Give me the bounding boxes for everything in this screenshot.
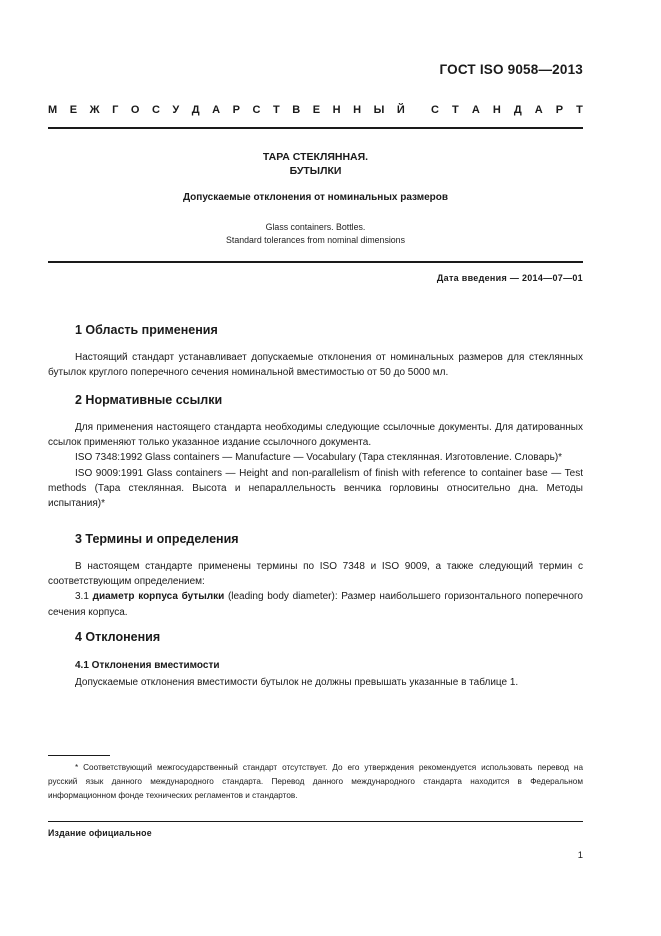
banner-letter: Й [396,104,405,116]
footnote-separator [48,755,110,756]
section-1-paragraph: Настоящий стандарт устанавливает допускаемые отклонения от номинальных размеров для стеклянных бутылок круглого поперечного сечения номинальной вместимостью от 50 до 5000 мл. [48,352,583,379]
banner-word-standard [431,104,583,116]
section-1-heading: 1 Область применения [75,323,218,337]
section-1-body [48,350,583,380]
banner-letter: С [151,104,160,116]
term-definition-text: (leading body diameter): Размер наибольшего горизонтального поперечного сечения корпуса. [48,591,583,618]
footer-rule [48,821,583,822]
english-title-line-1: Glass containers. Bottles. [265,222,366,232]
section-2-heading: 2 Нормативные ссылки [75,393,223,407]
section-4-heading: 4 Отклонения [75,630,161,644]
english-title-line-2: Standard tolerances from nominal dimensions [226,234,405,245]
title-line-2: БУТЫЛКИ [289,165,342,177]
section-3-body [48,559,583,620]
banner-letter: Ж [89,104,100,116]
footnote-text: * Соответствующий межгосударственный стандарт отсутствует. До его утверждения рекомендуется использовать перевод на русский язык данного международного стандарта. Перевод данного международного стандарта находится в Федеральном информационном фонде технических регламентов и стандартов. [48,763,583,800]
banner-letter: У [172,104,180,116]
banner-letter: Н [492,104,501,116]
subsection-4-1-heading: 4.1 Отклонения вместимости [75,660,220,671]
term-name: диаметр корпуса бутылки [92,591,225,603]
banner-letter: Р [555,104,564,116]
section-2-reference-iso7348: ISO 7348:1992 Glass containers — Manufacture — Vocabulary (Тара стеклянная. Изготовление. Словарь)* [75,452,563,464]
banner-letter: Т [273,104,280,116]
banner-letter: Е [69,104,78,116]
banner-letter: С [252,104,261,116]
banner-letter: А [534,104,543,116]
header-rule [48,127,583,129]
english-title [48,221,583,246]
banner-letter: А [212,104,221,116]
banner-letter: О [130,104,140,116]
introduction-date: Дата введения — 2014—07—01 [436,273,583,283]
banner-letter: Ы [373,104,385,116]
subsection-4-1-paragraph: Допускаемые отклонения вместимости бутылок не должны превышать указанные в таблице 1. [75,677,519,688]
document-code: ГОСТ ISO 9058—2013 [439,62,583,77]
banner-letter: Т [452,104,459,116]
banner-letter: В [292,104,301,116]
document-subtitle: Допускаемые отклонения от номинальных размеров [182,192,449,203]
banner-letter: Д [513,104,522,116]
banner-word-interstate [48,104,405,116]
section-2-reference-iso9009: ISO 9009:1991 Glass containers — Height and non-parallelism of finish with reference to container base — Test methods (Тара стеклянная. Высота и непараллельность венчика горловины относительно дна. Методы испытания)* [48,467,583,510]
page-number: 1 [577,850,583,861]
section-3-heading: 3 Термины и определения [75,532,239,546]
banner-letter: Д [191,104,200,116]
banner-letter: Н [353,104,362,116]
document-title [48,150,583,178]
banner-letter: Т [576,104,583,116]
banner-letter: Р [232,104,240,116]
banner-letter: М [48,104,58,116]
banner-letter: А [471,104,480,116]
section-3-term-definition [48,589,583,619]
standard-banner [48,104,583,116]
banner-letter: Н [332,104,341,116]
subsection-4-1-body [48,675,583,690]
term-number: 3.1 [75,591,93,603]
footnote [48,761,583,803]
section-2-paragraph-1: Для применения настоящего стандарта необходимы следующие ссылочные документы. Для датированных ссылок применяют только указанное издание ссылочного документа. [48,422,583,449]
title-line-1: ТАРА СТЕКЛЯННАЯ. [262,151,369,163]
banner-letter: С [431,104,439,116]
section-3-paragraph-1: В настоящем стандарте применены термины по ISO 7348 и ISO 9009, а также следующий термин с соответствующим определением: [48,561,583,588]
banner-letter: Г [112,104,119,116]
official-edition-label: Издание официальное [48,828,152,838]
section-2-body [48,420,583,511]
title-rule [48,261,583,263]
banner-letter: Е [312,104,321,116]
